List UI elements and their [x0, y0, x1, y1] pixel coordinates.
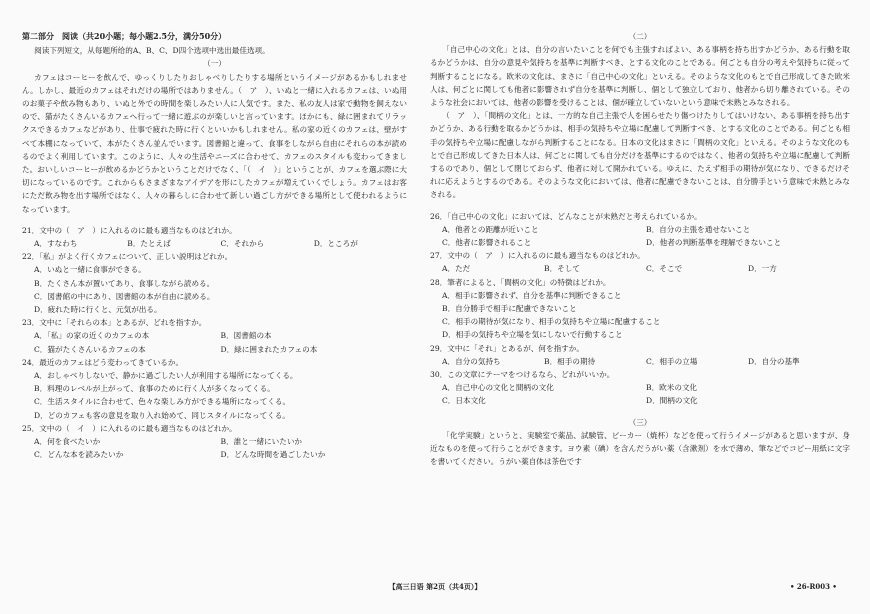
- answer-option: A．何を食べたいか: [34, 437, 101, 447]
- answer-option: B．誰と一緒にいたいか: [220, 437, 303, 447]
- passage2-paragraph: 「自己中心の文化」とは、自分の言いたいことを何でも主張すればよい、ある事柄を持ち出すかどうか、ある行動を取るかどうかは、自分の意見や気持ちを基準に判断すべき、とする文化のことである。何ごとも自分の考えや気持ちに従って判断することになる。欧米の文化は、まさに「自己中心の文化」といえる。そのような文化のもとで自己形成してきた欧米人は、何ごとに関しても他者に影響されず自分を基準に判断し、個として独立しており、他者から切り離されている。そのような社会においては、他者の影響を受けることは、個が確立していないという意味で未熟とみなされる。: [430, 45, 850, 108]
- answer-option: B．図書館の本: [220, 331, 272, 341]
- options-group: [34, 435, 407, 461]
- left-questions: [22, 224, 407, 462]
- question-stem: 24．最近のカフェはどう変わってきているか。: [22, 357, 184, 367]
- question-block: [22, 316, 407, 356]
- options-group: [442, 381, 850, 407]
- answer-option: C．それから: [220, 239, 265, 249]
- answer-option: D．他者の判断基準を理解できないこと: [646, 238, 782, 248]
- passage1-text: カフェはコーヒーを飲んで、ゆっくりしたりおしゃべりしたりする場所というイメージがあるかもしれません。しかし、最近のカフェはそれだけの場所ではありません。（ ア ）、いぬと一緒に入れるカフェは、いぬ用のお菓子や飲み物もあり、いぬと外での時間を楽しみたい人に人気です。また、私の友人は家で動物を飼えないので、猫がたくさんいるカフェへ行って一緒に遊ぶのが楽しいと言っています。ほかにも、緑に囲まれてリラックスできるカフェなどがあり、仕事で疲れた時に行くといいかもしれません。私の家の近くのカフェは、壁がすべて本棚になっていて、本がたくさん並んでいます。図書館と違って、食事をしながら自由にそれらの本が読めるのでよく利用しています。このように、人々の生活やニーズに合わせて、カフェのスタイルも変わってきました。おいしいコーヒーが飲めるかどうかということだけでなく、「（ イ ）」ということが、カフェを選ぶ際に大切になっているのです。これからもさまざまなアイデアを形にしたカフェが増えていくでしょう。カフェはお客にただ飲み物を出す場所ではなく、人々の暮らしに合わせて新しい過ごし方ができる場所として使われるようになっています。: [22, 72, 407, 214]
- passage2-paragraph: （ ア ）、「間柄の文化」とは、一方的な自己主張で人を困らせたり傷つけたりしてはいけない、ある事柄を持ち出すかどうか、ある行動を取るかどうかは、相手の気持ちや立場に配慮して判断すべき、とする文化のことである。何ごとも相手の気持ちや立場に配慮しながら判断することになる。日本の文化はまさに「間柄の文化」といえる。そのような文化のもとで自己形成してきた日本人は、何ごとに関しても自分だけを基準にするのではなく、他者の気持ちや立場に配慮して判断するのであり、個として閉じておらず、他者に対して開かれている。ゆえに、たえず相手の期待が気になり、できるだけそれに応えようとするのである。そのような文化においては、他者に配慮できないことは、自分勝手という意味で未熟とみなされる。: [430, 111, 850, 200]
- question-stem: 27．文中の（ ア ）に入れるのに最も適当なものはどれか。: [430, 251, 645, 261]
- answer-option: B．たとえば: [127, 239, 171, 249]
- answer-option: B．自分の主張を通せないこと: [646, 224, 751, 234]
- answer-option: D．相手の気持ちや立場を気にしないで行動すること: [442, 330, 623, 340]
- question-stem: 28．筆者によると、「間柄の文化」の特徴はどれか。: [430, 277, 611, 287]
- question-stem: 21．文中の（ ア ）に入れるのに最も適当なものはどれか。: [22, 225, 237, 235]
- question-block: [430, 342, 850, 368]
- question-block: [22, 356, 407, 422]
- answer-option: D．一方: [748, 264, 777, 274]
- question-stem: 22．「私」がよく行くカフェについて、正しい説明はどれか。: [22, 252, 233, 262]
- answer-option: B．料理のレベルが上がって、食事のために行く人が多くなってくる。: [34, 384, 275, 394]
- answer-option: A．すなわち: [34, 239, 78, 249]
- answer-option: C．相手の期待が気になり、相手の気持ちや立場に配慮すること: [442, 317, 661, 327]
- section-title: 第二部分 阅读（共20小题；每小题2.5分，满分50分）: [22, 31, 227, 41]
- answer-option: D．どのカフェも客の意見を取り入れ始めて、同じスタイルになってくる。: [34, 410, 290, 420]
- answer-option: D．間柄の文化: [646, 396, 698, 406]
- answer-option: C．猫がたくさんいるカフェの本: [34, 344, 146, 354]
- answer-option: A．おしゃべりしないで、静かに過ごしたい人が利用する場所になってくる。: [34, 371, 298, 381]
- question-block: [22, 422, 407, 462]
- answer-option: D．どんな時間を過ごしたいか: [220, 450, 326, 460]
- answer-option: B．そして: [544, 264, 580, 274]
- right-column: [430, 30, 850, 469]
- options-group: [34, 237, 407, 250]
- passage2-label: （二）: [628, 32, 652, 41]
- question-stem: 30．この文章にテーマをつけるなら、どれがいいか。: [430, 370, 615, 380]
- instruction: 阅读下列短文，从每题所给的A、B、C、D四个选项中选出最佳选项。: [34, 46, 270, 56]
- answer-option: C．そこで: [646, 264, 683, 274]
- options-group: [442, 262, 850, 275]
- answer-option: B．相手の期待: [544, 356, 596, 366]
- question-block: [430, 210, 850, 250]
- answer-option: B．たくさん本が置いてあり、食事しながら読める。: [34, 278, 215, 288]
- answer-option: B．欧米の文化: [646, 383, 698, 393]
- options-group: [442, 223, 850, 249]
- right-questions: [430, 210, 850, 408]
- question-block: [22, 224, 407, 250]
- answer-option: C．図書館の中にあり、図書館の本が自由に読める。: [34, 291, 215, 301]
- answer-option: A．「私」の家の近くのカフェの本: [34, 331, 150, 341]
- page-info: 【高三日语 第2页（共4页）】: [388, 582, 482, 591]
- options-group: [34, 329, 407, 355]
- question-block: [430, 249, 850, 275]
- question-stem: 29．文中に「それ」とあるが、何を指すか。: [430, 343, 584, 353]
- answer-option: A．自分の気持ち: [442, 356, 501, 366]
- left-column: [22, 30, 407, 462]
- passage3-text: 「化学実験」というと、実験室で薬品、試験管、ビーカー（焼杯）などを使って行うイメージがあると思いますが、身近なものを使って行うことができます。ヨウ素（碘）を含んだうがい薬（含漱剂）を水で薄め、筆などでコピー用紙に文字を書いてください。うがい薬自体は茶色です: [430, 430, 850, 467]
- answer-option: C．相手の立場: [646, 356, 698, 366]
- passage1-label: （一）: [203, 59, 226, 69]
- answer-option: C．どんな本を読みたいか: [34, 450, 124, 460]
- question-block: [430, 368, 850, 408]
- question-block: [22, 250, 407, 316]
- answer-option: D．自分の基準: [748, 356, 800, 366]
- answer-option: A．他者との距離が近いこと: [442, 224, 539, 234]
- exam-code: • 26-R003 •: [790, 582, 837, 591]
- question-block: [430, 276, 850, 342]
- answer-option: A．ただ: [442, 264, 471, 274]
- answer-option: C．他者に影響されること: [442, 238, 532, 248]
- answer-option: A．自己中心の文化と間柄の文化: [442, 383, 554, 393]
- answer-option: B．自分勝手で相手に配慮できないこと: [442, 304, 577, 314]
- question-stem: 25．文中の（ イ ）に入れるのに最も適当なものはどれか。: [22, 423, 237, 433]
- answer-option: A．相手に影響されず、自分を基準に判断できること: [442, 290, 622, 300]
- question-stem: 26．「自己中心の文化」においては、どんなことが未熟だと考えられているか。: [430, 211, 702, 221]
- answer-option: C．日本文化: [442, 396, 486, 406]
- passage3-label: （三）: [628, 417, 652, 427]
- answer-option: D．緑に囲まれたカフェの本: [220, 344, 318, 354]
- answer-option: D．ところが: [313, 239, 358, 249]
- answer-option: D．疲れた時に行くと、元気が出る。: [34, 305, 162, 315]
- answer-option: A．いぬと一緒に食事ができる。: [34, 265, 146, 275]
- answer-option: C．生活スタイルに合わせて、色々な楽しみ方ができる場所になってくる。: [34, 397, 291, 407]
- question-stem: 23．文中に「それらの本」とあるが、どれを指すか。: [22, 318, 207, 328]
- options-group: [442, 355, 850, 368]
